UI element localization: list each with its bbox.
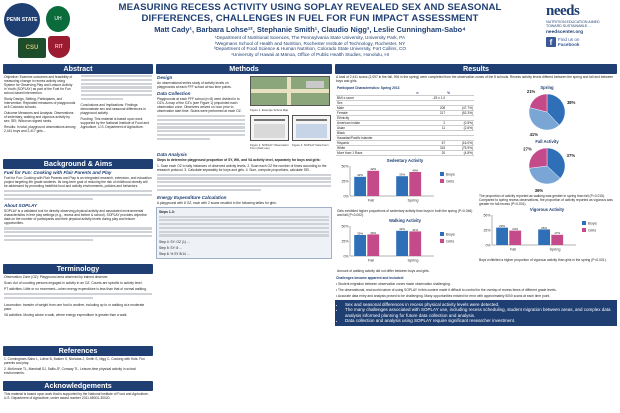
abstract-conclusions: Conclusions and Implications: Findings demonstrate sex and seasonal differences in playground activity. [80,103,146,116]
bar-boys [396,176,408,196]
figure-1-caption: Figure 1. Example School Map [250,108,289,112]
bar-value-label: 36% [370,230,377,235]
y-tick-label: 50% [483,213,491,218]
poster-title [80,3,540,24]
challenge-item: • Accurate data entry and analysis proved to be challenging. Many opportunities existed for error with approximately 5000 scans at each time point. [336,294,551,298]
authors: Matt Cady¹, Barbara Lohse¹², Stephanie Smith¹, Claudio Nigg³, Leslie Cunningham-Sabo⁴ [154,25,466,34]
abstract-funding: Funding: This material is based upon work supported by the National Institute of Food and Agriculture, U.S. Department of Agriculture. [80,117,150,130]
abstract-text-block [80,74,154,102]
sedentary-caption: Girls exhibited higher proportions of sedentary activity than boys in both the spring (P=0.046) and fall (P<0.002). [337,209,473,217]
term-scan: Scan: Act of counting persons engaged in activity in an OZ. Counts are specific to activity level. [4,281,143,285]
methods-top [156,74,332,151]
bar-value-label: 32% [357,173,364,178]
legend-swatch [582,221,586,225]
walking-chart-title: Walking Activity [388,218,422,223]
bar-value-label: 41% [412,227,419,232]
observation-form-figure [250,115,289,141]
challenge-item: • Student migration between observation zones made observation challenging. [336,282,451,286]
background-body [3,170,153,262]
background-subhead-soplay: About SOPLAY [4,203,38,209]
fall-pie-title: Fall Activity [535,139,559,144]
legend-swatch [440,172,444,176]
data-analysis-heading: Data Analysis [157,151,187,157]
figure-3-caption: Figure 3. SOPLAY Data Form [292,143,329,148]
results-charts [335,84,617,275]
fall-caption: The proportion of activity reported as walking was greater in spring than fall (P=0.015). Compared to spring recess observations, the proportion of activity reported as vigorous was greater for fall recess (P<0.001). [479,194,613,206]
csu-logo: CSU [18,38,46,58]
demographics-row: Sex [336,101,474,106]
design-heading: Design [157,75,173,80]
bar-value-label: 17% [554,231,561,236]
facebook-icon: f [546,37,556,47]
affiliations: ¹Department of Nutritional Sciences, The Pennsylvania State University, University Park, PA ²Wegmans School of Health and Nutrition, Rochester Institute of Technology, Rochester, NY ³Department of Food Science & Human Nutrition, Colorado State University, Fort Collins, CO ⁴University of Hawaii at Mānoa, Office of Public Health Studies, Honolulu, HI [213,35,407,57]
calculation-example: Steps 1-3: Step 4: SY: OZ (1) … Step 5: SY: 8 … Step 6: % SY 8/14 … [156,207,332,260]
fall-pie-chart [478,144,616,194]
legend-label: Girls [446,238,455,244]
walking-bar-chart [336,223,474,263]
calculation-heading: Energy Expenditure Calculation [157,194,227,200]
figure-2-caption: Figure 2. SOPLAY Observation Form (field use) [250,143,289,151]
penn-state-logo: PENN STATE [4,3,40,37]
demographics-row: White 315 (75.9%) [337,146,473,150]
term-obs-zone: Observation Zone (OZ): Playground area observed by trained observer. [4,275,109,279]
y-tick-label: 50% [341,164,349,169]
abstract-results: Results: In total, playground observations among 2,441 boys and 2,417 girls... [4,125,76,133]
reference-item: 2. McKenzie TL, Marshall SJ, Sallis JF, Conway TL. Leisure-time physical activity in school environments. [4,367,136,375]
abstract-design: Study Design, Setting, Participants, and Intervention: Repeated measures of playgrounds at 8 Colorado schools. [4,97,76,109]
bar-girls [409,172,421,196]
uh-logo: UH [46,6,70,32]
vigorous-caption: Boys exhibited a higher proportion of vigorous activity than girls in the spring (P<0.001). [479,258,607,262]
abstract-heading: Abstract [3,64,153,74]
demographics-row: More than 1 Race 20 (4.8%) [337,151,473,155]
facebook-badge[interactable]: f Find us on Facebook [546,37,616,47]
data-collection-heading: Data Collection [157,91,191,96]
background-heading: Background & Aims [3,159,153,169]
bar-value-label: 24% [512,227,519,231]
x-tick-label: Spring [407,198,419,203]
bar-boys [396,231,408,256]
demographics-row: BMI z-score -25 ± 1.0 [336,96,474,101]
bar-boys [354,235,366,256]
challenges-heading: Challenges became apparent and included: [336,276,404,280]
pie-percent-label: 41% [529,131,538,137]
bar-value-label: 42% [399,227,406,232]
legend-swatch [582,228,586,232]
legend-label: Girls [446,178,455,184]
y-tick-label: 25% [483,228,491,233]
results-intro: A total of 2,441 scans (2,097 in the fall, 994 in the spring) were completed from the observation zones of the 8 schools. Recess activity levels differed between the spring and fall and between boys and girls. [336,75,614,83]
y-tick-label: 50% [341,224,349,229]
term-locomotion: Locomotion: transfer of weight from one foot to another, including up to or walking at a moderate pace. [4,302,145,311]
bar-girls [367,234,379,256]
data-analysis-steps: 1. Scan each OZ to tally instances of observed activity levels. 2. Scan each OZ the number of times according to the research protocol. 3. Calculate separately for boys and girls. 4. Sum, compute proportions, calculate SEI. [157,163,327,172]
abstract-outcome: Outcome Measures and Analysis: Observations of sedentary, walking and vigorous activity by sex; SEI; Wilcoxon signed ranks. [4,111,74,123]
vigorous-chart-title: Vigorous Activity [529,207,565,212]
y-tick-label: 0% [343,254,349,259]
bar-boys [354,177,366,196]
bar-value-label: 29% [499,224,506,228]
calculation-text: A playground with 8 OZ, each with 2 scans resulted in the following tallies for girls: [157,200,277,205]
demographics-row: Male 208 (47.7%) [337,106,473,110]
background-text-fff: Fuel for Fun: Cooking with Flair Parents and Play is an integrated research, extension, and education project targeting 4th grade students. Its long-term goal of reducing the risk of childhood obesity will be addressed by promoting healthful food and activity environments, policies and behaviors. [4,176,152,188]
sedentary-chart-title: Sedentary Activity [386,158,424,163]
pie-percent-label: 27% [523,146,532,152]
references-heading: References [3,346,153,356]
y-tick-label: 25% [341,179,349,184]
term-activities: PT activities: Little or no movement—when energy expenditure is less than that of normal walking. [4,287,147,291]
demographics-table: n % BMI z-score -25 ± 1.0 Sex Male 208 (47.7%) Female 217 (52.3%) Ethnicity American Indian 2 (0.5%) Asian 11 (2.6%) Black Hawaiian/Pacific Islander Hispanic 67 (16.0%) White 315 (75.9%) More than 1 Race 20 (4.8%) [337,91,473,155]
demographics-row: Hispanic 67 (16.0%) [337,141,473,145]
background-subhead-fff: Fuel for Fun: Cooking with Flair Parents and Play [4,170,112,175]
x-tick-label: Fall [367,198,375,203]
methods-column [156,64,332,259]
legend-swatch [440,232,444,236]
poster-header [0,0,620,62]
walking-caption: Amount of walking activity did not differ between boys and girls. [337,269,430,273]
y-tick-label: 0% [343,194,349,199]
demographics-row: Hawaiian/Pacific Islander [336,136,474,141]
background-text-soplay: SOPLAY is a validated tool for directly observing physical activity and associated environmental characteristics in free play settings (e.g., recess and before & school). SOPLAY provides objective data on the number of participants and their physical activity levels during play and leisure opportunities. [4,209,147,226]
school-map-figure [250,76,330,106]
legend-label: Girls [588,227,597,233]
acknowledgements-body: This material is based upon work that is supported by the National Institute of Food and Agriculture, U.S. Department of Agriculture, under award number 2011-68001-30020. [4,392,149,400]
data-form-figure [292,115,331,141]
conclusions-box [335,300,617,326]
bar-value-label: 42% [370,167,377,172]
pie-percent-label: 21% [526,88,536,94]
conclusion-item: • Data collection and analysis using SOPLAY require significant researcher investment. [345,318,613,323]
methods-heading: Methods [156,64,332,74]
data-collection-text: Playgrounds at each FFF school (n=8) were divided in to OZ's. A map of the OZ's (see Figure 1) pinpointed each observation zone. Observers arrived on hour prior to observation start time. Scans were performed at each OZ. [157,97,242,113]
x-tick-label: Spring [407,258,419,263]
abstract-body [3,74,153,157]
bar-girls [551,235,563,245]
pie-percent-label: 37% [566,153,576,159]
pie-percent-label: 36% [534,188,544,194]
bar-value-label: 33% [399,172,406,177]
demographics-row: Black [336,131,474,136]
x-tick-label: Fall [367,258,375,263]
bar-girls [367,171,379,196]
results-column [335,64,617,326]
demographics-row: Ethnicity [336,116,474,121]
spring-pie-chart [478,88,616,137]
vigorous-bar-chart [478,212,616,252]
bar-girls [409,231,421,256]
x-tick-label: Fall [509,247,517,252]
legend-label: Boys [446,171,455,177]
conclusion-item: • The many challenges associated with SOPLAY use, including recess scheduling, student migration between areas, and complex data analysis informed planning for future data collection and analysis. [345,307,613,318]
references-body [3,356,153,379]
bar-value-label: 40% [412,168,419,173]
acknowledgements-heading: Acknowledgements [3,381,153,391]
rit-logo: RIT [48,36,70,58]
legend-label: Boys [446,231,455,237]
reference-item: 1. Cunningham-Sabo L, Lohse B, Bakker S, Nicholas J, Smith S, Nigg C. Cooking with Kids. Fun parents and play. [4,357,145,365]
bar-value-label: 26% [541,225,548,230]
legend-label: Boys [588,220,597,226]
demographics-title: Participant Characteristics: Spring 2013 [337,86,400,90]
title-line-2: DIFFERENCES, CHALLENGES IN FUEL FOR FUN IMPACT ASSESSMENT [141,12,479,24]
design-text: An observational series study of activity levels on playgrounds at each FFF school at two time points. [157,81,232,89]
legend-swatch [440,179,444,183]
spring-pie-title: Spring [540,85,554,90]
abstract-objective: Objective: Examine outcomes and feasibility of measuring change in recess activity using System for Observing Play and Leisure Activity in Youth (SOPLAY) as part of the Fuel for Fun school-based intervention. [4,75,73,95]
pie-percent-label: 38% [566,99,576,105]
terminology-body [3,274,153,344]
bar-boys [496,228,508,245]
term-vigorous: VA activities: Moving above a walk, where energy expenditure is greater than a walk. [4,312,128,317]
sedentary-bar-chart [336,163,474,203]
legend-swatch [440,239,444,243]
needs-url-link[interactable]: needscenter.org [546,30,584,35]
y-tick-label: 0% [485,243,491,248]
results-heading: Results [335,64,617,74]
data-analysis-subhead: Steps to determine playground proportion of SY, WK, and VA activity level, separately for boys and girls: [157,157,321,162]
needs-center-logo: needs NUTRITION EDUCATION AIMED TOWARD SUSTAINABLE… needscenter.org f Find us on Facebook [546,3,616,47]
terminology-heading: Terminology [3,264,153,274]
bar-boys [538,229,550,245]
bar-girls [509,231,521,245]
bar-value-label: 35% [357,231,364,236]
demographics-row: American Indian 2 (0.5%) [337,121,473,125]
challenge-item: • The observational, real-world nature of using SOPLAY in this context made it difficult to control for the overlap of recess times of different grade levels. [336,288,557,292]
conclusion-item: • Sex and seasonal differences in recess physical activity levels were detected. [345,302,613,307]
left-column [3,64,153,407]
y-tick-label: 25% [341,239,349,244]
x-tick-label: Spring [549,247,561,252]
demographics-row: Female 217 (52.3%) [337,111,473,115]
title-line-1: MEASURING RECESS ACTIVITY USING SOPLAY REVEALED SEX AND SEASONAL [118,2,502,13]
demographics-row: Asian 11 (2.6%) [337,126,473,130]
